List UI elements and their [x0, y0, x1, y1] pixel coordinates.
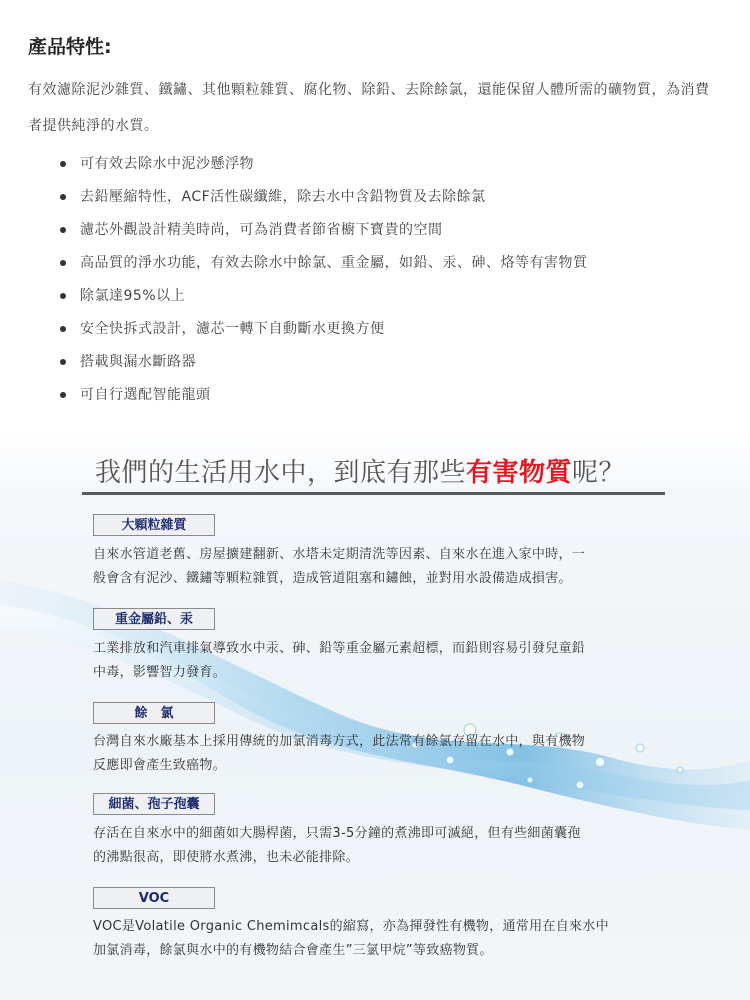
feature-text: 可自行選配智能龍頭: [80, 387, 211, 403]
question-prefix: 我們的生活用水中，到底有那些: [95, 458, 467, 488]
section-line: 的沸點很高，即使將水煮沸，也未必能排除。: [93, 850, 360, 865]
features-list: [28, 148, 728, 412]
section-text-particles: [93, 543, 663, 591]
bullet-icon: [60, 392, 66, 398]
section-line: 加氯消毒，餘氯與水中的有機物結合會產生”三氯甲烷”等致癌物質。: [93, 943, 493, 958]
section-label-chlorine: 餘 氯: [93, 702, 215, 724]
section-label-heavy-metals: 重金屬鉛、汞: [93, 608, 215, 630]
question-suffix: 呢？: [572, 458, 626, 488]
section-line: 反應即會產生致癌物。: [93, 758, 227, 773]
section-text-heavy-metals: [93, 637, 663, 685]
feature-text: 高品質的淨水功能，有效去除水中餘氯、重金屬，如鉛、汞、砷、烙等有害物質: [80, 255, 588, 271]
feature-text: 濾芯外觀設計精美時尚，可為消費者節省櫥下寶貴的空間: [80, 222, 443, 238]
feature-item: [28, 313, 728, 346]
product-features-section: [0, 0, 750, 430]
section-label-particles: 大顆粒雜質: [93, 514, 215, 536]
harmful-substances-section: [0, 430, 750, 1000]
section-label-bacteria: 細菌、孢子孢囊: [93, 793, 215, 815]
section-text-voc: [93, 915, 663, 963]
feature-item: [28, 214, 728, 247]
feature-item: [28, 280, 728, 313]
bullet-icon: [60, 293, 66, 299]
section-text-bacteria: [93, 822, 663, 870]
section-line: 自來水管道老舊、房屋擴建翻新、水塔未定期清洗等因素、自來水在進入家中時，一: [93, 547, 586, 562]
feature-item: [28, 181, 728, 214]
title-underline: [82, 492, 665, 495]
feature-item: [28, 379, 728, 412]
features-intro: 有效濾除泥沙雜質、鐵鏽、其他顆粒雜質、腐化物、除鉛、去除餘氯，還能保留人體所需的礦物質，為消費者提供純淨的水質。: [28, 82, 710, 134]
bullet-icon: [60, 359, 66, 365]
bullet-icon: [60, 260, 66, 266]
feature-text: 除氯達95%以上: [80, 288, 186, 304]
feature-text: 搭載與漏水斷路器: [80, 354, 196, 370]
section-label-voc: VOC: [93, 887, 215, 909]
feature-text: 安全快拆式設計，濾芯一轉下自動斷水更換方便: [80, 321, 385, 337]
section-line: 台灣自來水廠基本上採用傳統的加氯消毒方式，此法常有餘氯存留在水中，與有機物: [93, 734, 586, 749]
question-highlight: 有害物質: [466, 458, 573, 488]
feature-text: 去鉛壓縮特性，ACF活性碳纖維，除去水中含鉛物質及去除餘氯: [80, 189, 486, 205]
feature-item: [28, 148, 728, 181]
harmful-question-title: [95, 452, 625, 489]
section-text-chlorine: [93, 730, 663, 778]
bullet-icon: [60, 194, 66, 200]
bullet-icon: [60, 227, 66, 233]
bullet-icon: [60, 326, 66, 332]
section-line: 工業排放和汽車排氣導致水中汞、砷、鉛等重金屬元素超標，而鉛則容易引發兒童鉛: [93, 641, 586, 656]
feature-text: 可有效去除水中泥沙懸浮物: [80, 156, 254, 172]
section-line: 中毒，影響智力發育。: [93, 665, 227, 680]
section-line: 存活在自來水中的細菌如大腸桿菌，只需3-5分鐘的煮沸即可滅絕，但有些細菌囊孢: [93, 826, 581, 841]
section-line: VOC是Volatile Organic Chemimcals的縮寫，亦為揮發性有機物，通常用在自來水中: [93, 919, 609, 934]
feature-item: [28, 346, 728, 379]
features-heading: 產品特性:: [28, 36, 112, 58]
feature-item: [28, 247, 728, 280]
bullet-icon: [60, 161, 66, 167]
section-line: 般會含有泥沙、鐵鏽等顆粒雜質，造成管道阻塞和鏽蝕，並對用水設備造成損害。: [93, 571, 572, 586]
